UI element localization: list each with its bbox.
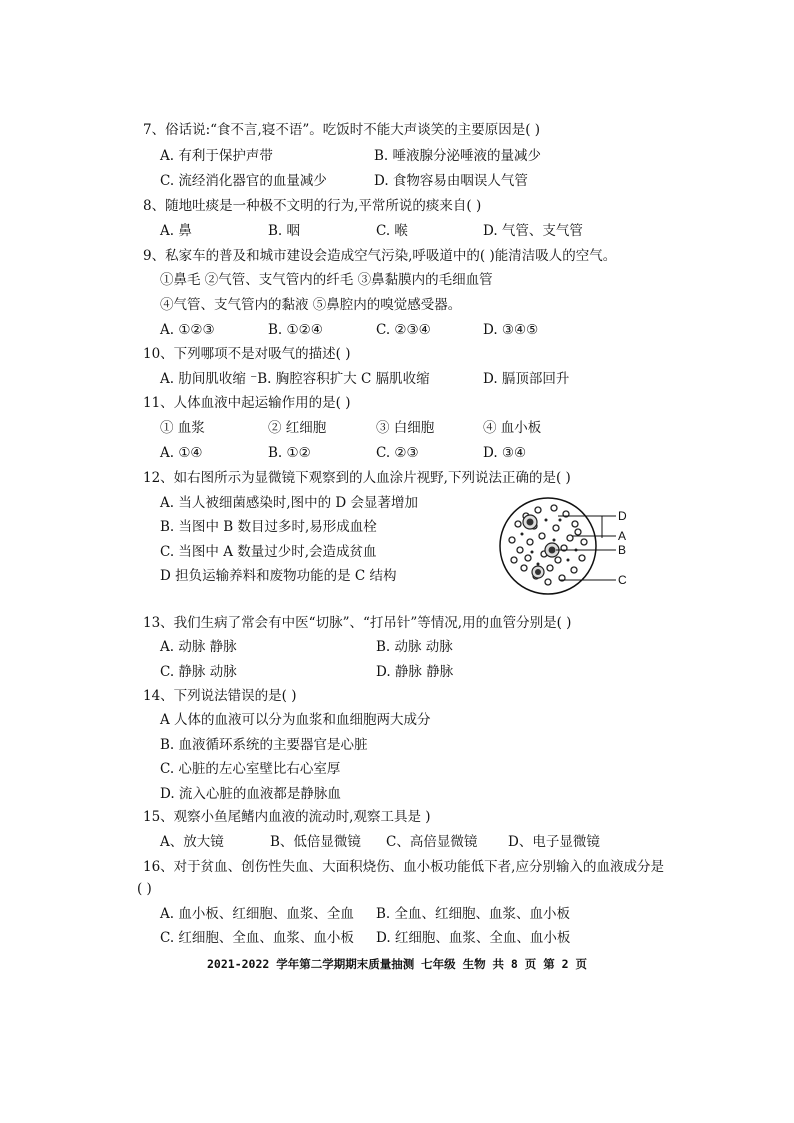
question-16-option-b[interactable]: B. 全血、红细胞、血浆、血小板 <box>376 906 571 922</box>
question-11-option-b[interactable]: B. ①② <box>268 445 311 461</box>
question-13-option-a[interactable]: A. 动脉 静脉 <box>160 639 237 655</box>
question-7-option-b[interactable]: B. 唾液腺分泌唾液的量减少 <box>374 148 542 164</box>
question-8-option-d[interactable]: D. 气管、支气管 <box>483 223 583 239</box>
question-13-option-b[interactable]: B. 动脉 动脉 <box>376 639 453 655</box>
figure-labels <box>618 509 627 587</box>
question-12-stem: 12、如右图所示为显微镜下观察到的人血涂片视野,下列说法正确的是( ) <box>143 470 571 486</box>
question-11-item-3: ③ 白细胞 <box>376 420 435 436</box>
question-8-option-b[interactable]: B. 咽 <box>268 223 301 239</box>
question-11-item-2: ② 红细胞 <box>268 420 327 436</box>
question-13-option-c[interactable]: C. 静脉 动脉 <box>160 664 237 680</box>
question-9-option-d[interactable]: D. ③④⑤ <box>483 322 539 338</box>
figure-label-d: D <box>618 509 627 523</box>
question-11-option-a[interactable]: A. ①④ <box>160 445 203 461</box>
question-9-option-c[interactable]: C. ②③④ <box>376 322 431 338</box>
question-9-option-b[interactable]: B. ①②④ <box>268 322 323 338</box>
question-14-option-c[interactable]: C. 心脏的左心室壁比右心室厚 <box>160 761 341 777</box>
question-15-stem: 15、观察小鱼尾鳍内血液的流动时,观察工具是 ) <box>143 809 431 825</box>
figure-label-c: C <box>618 573 627 587</box>
question-7-stem: 7、俗话说:“食不言,寝不语”。吃饭时不能大声谈笑的主要原因是( ) <box>143 122 541 138</box>
question-9-option-a[interactable]: A. ①②③ <box>160 322 215 338</box>
question-15-option-a[interactable]: A、放大镜 <box>160 834 224 850</box>
question-12-option-b[interactable]: B. 当图中 B 数目过多时,易形成血栓 <box>160 519 377 535</box>
question-14-option-a[interactable]: A 人体的血液可以分为血浆和血细胞两大成分 <box>160 712 431 728</box>
question-8-option-a[interactable]: A. 鼻 <box>160 223 192 239</box>
question-9-stem: 9、私家车的普及和城市建设会造成空气污染,呼吸道中的( )能清洁吸人的空气。 <box>143 248 617 264</box>
question-8-stem: 8、随地吐痰是一种极不文明的行为,平常所说的痰来自( ) <box>143 198 482 214</box>
question-7-option-c[interactable]: C. 流经消化器官的血量减少 <box>160 173 327 189</box>
question-16-option-a[interactable]: A. 血小板、红细胞、血浆、全血 <box>160 906 354 922</box>
blood-smear-figure <box>498 496 638 596</box>
question-14-option-b[interactable]: B. 血液循环系统的主要器官是心脏 <box>160 737 368 753</box>
question-11-stem: 11、人体血液中起运输作用的是( ) <box>143 395 351 411</box>
question-10-stem: 10、下列哪项不是对吸气的描述( ) <box>143 346 351 362</box>
question-14-stem: 14、下列说法错误的是( ) <box>143 688 297 704</box>
question-12-option-a[interactable]: A. 当人被细菌感染时,图中的 D 会显著增加 <box>160 495 419 511</box>
question-16-option-d[interactable]: D. 红细胞、血浆、全血、血小板 <box>376 930 571 946</box>
question-13-option-d[interactable]: D. 静脉 静脉 <box>376 664 454 680</box>
figure-label-b: B <box>618 543 627 557</box>
question-16-stem: 16、对于贫血、创伤性失血、大面积烧伤、血小板功能低下者,应分别输入的血液成分是 <box>143 859 664 875</box>
page-footer: 2021-2022 学年第二学期期末质量抽测 七年级 生物 共 8 页 第 2 页 <box>207 957 587 971</box>
question-11-item-1: ① 血浆 <box>160 420 205 436</box>
question-7-option-d[interactable]: D. 食物容易由咽误人气管 <box>374 173 528 189</box>
question-7-option-a[interactable]: A. 有利于保护声带 <box>160 148 273 164</box>
question-10-option-d[interactable]: D. 膈顶部回升 <box>483 371 570 387</box>
question-16-answer-paren: ( ) <box>137 881 152 897</box>
question-15-option-b[interactable]: B、低倍显微镜 <box>270 834 361 850</box>
figure-label-a: A <box>618 529 627 543</box>
question-11-option-d[interactable]: D. ③④ <box>483 445 527 461</box>
question-13-stem: 13、我们生病了常会有中医“切脉”、“打吊针”等情况,用的血管分别是( ) <box>143 615 572 631</box>
question-9-items-line2: ④气管、支气管内的黏液 ⑤鼻腔内的嗅觉感受器。 <box>160 297 462 313</box>
question-8-option-c[interactable]: C. 喉 <box>376 223 408 239</box>
question-16-option-c[interactable]: C. 红细胞、全血、血浆、血小板 <box>160 930 354 946</box>
question-11-option-c[interactable]: C. ②③ <box>376 445 419 461</box>
question-14-option-d[interactable]: D. 流入心脏的血液都是静脉血 <box>160 786 341 802</box>
question-12-option-c[interactable]: C. 当图中 A 数量过少时,会造成贫血 <box>160 544 377 560</box>
question-15-option-c[interactable]: C、高倍显微镜 <box>386 834 478 850</box>
question-12-option-d[interactable]: D 担负运输养料和废物功能的是 C 结构 <box>160 568 397 584</box>
question-15-option-d[interactable]: D、电子显微镜 <box>508 834 600 850</box>
question-9-items-line1: ①鼻毛 ②气管、支气管内的纤毛 ③鼻黏膜内的毛细血管 <box>160 272 493 288</box>
question-11-item-4: ④ 血小板 <box>483 420 542 436</box>
question-10-options-abc[interactable]: A. 肋间肌收缩 ⁻B. 胸腔容积扩大 C 膈肌收缩 <box>160 371 430 387</box>
